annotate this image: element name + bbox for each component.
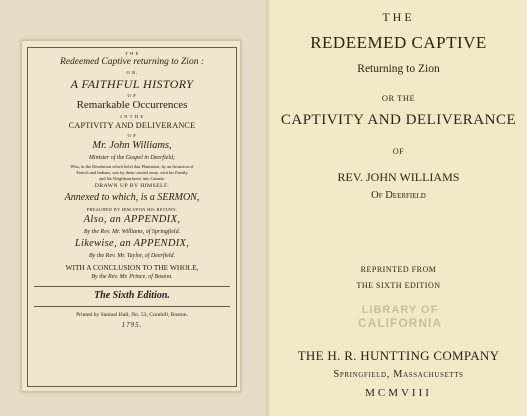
conclusion-line: WITH A CONCLUSION TO THE WHOLE, xyxy=(65,263,199,272)
imprint-line: Printed by Samuel Hall, No. 53, Cornhill, Boston. xyxy=(76,312,188,318)
original-title-leaf xyxy=(21,40,241,392)
publication-year: MCMVIII xyxy=(365,387,432,399)
likewise-by-line: By the Rev. Mr. Taylor, of Deerfield. xyxy=(89,253,175,259)
title-border xyxy=(27,47,237,387)
in-the-line: I N T H E xyxy=(120,114,144,119)
conclusion-by-line: By the Rev. Mr. Prince, of Boston. xyxy=(91,274,173,280)
rule-top xyxy=(34,286,230,287)
of-line-2: O F xyxy=(127,133,137,138)
reprint-captivity: CAPTIVITY AND DELIVERANCE xyxy=(280,112,517,128)
heading-the: T H E xyxy=(124,51,140,56)
title-line: Redeemed Captive returning to Zion : xyxy=(60,57,204,67)
or-line: O R, xyxy=(126,70,138,75)
desc-line-2: French and Indians, was by them carried away, with his Family xyxy=(76,170,188,175)
edition-line: The Sixth Edition. xyxy=(94,290,170,301)
author-line xyxy=(28,140,236,151)
library-stamp xyxy=(344,304,456,338)
also-by-line: By the Rev. Mr. Williams, of Springfield. xyxy=(83,229,181,235)
drawn-up-line: DRAWN UP BY HIMSELF. xyxy=(94,183,170,189)
annexed-line: Annexed to which, is a SERMON, xyxy=(64,192,200,203)
of-line-1: O F xyxy=(127,93,137,98)
remarkable-occurrences: Remarkable Occurrences xyxy=(76,99,188,111)
right-page xyxy=(270,0,527,416)
captivity-line: CAPTIVITY AND DELIVERANCE xyxy=(68,121,196,130)
faithful-history: A FAITHFUL HISTORY xyxy=(70,77,194,91)
sixth-edition: THE SIXTH EDITION xyxy=(356,281,441,290)
reprint-the: THE xyxy=(382,10,415,24)
reprint-of-place: Of Deerfield xyxy=(371,190,426,201)
reprint-or-the: OR THE xyxy=(381,93,416,103)
stamp-line-1: LIBRARY OF xyxy=(361,304,439,316)
reprint-subtitle: Returning to Zion xyxy=(357,63,440,75)
author-name: Mr. John Williams, xyxy=(92,140,172,151)
reprint-author: REV. JOHN WILLIAMS xyxy=(337,170,460,184)
publisher: THE H. R. HUNTTING COMPANY xyxy=(297,348,500,363)
likewise-appendix: Likewise, an APPENDIX, xyxy=(74,238,190,249)
reprinted-from: REPRINTED FROM xyxy=(360,265,437,274)
imprint-year: 1795. xyxy=(121,321,143,329)
minister-line: Minister of the Gospel in Deerfield; xyxy=(88,155,176,161)
stamp-line-2: CALIFORNIA xyxy=(358,316,442,330)
reprint-of: OF xyxy=(392,147,405,156)
desc-line-3: and his Neighbourhood, into Canada. xyxy=(99,176,165,181)
also-appendix: Also, an APPENDIX, xyxy=(83,214,181,225)
preached-line: PREACHED BY HIM UPON HIS RETURN. xyxy=(86,207,178,212)
publisher-place: Springfield, Massachusetts xyxy=(333,369,464,380)
desc-line-1: Who, in the Desolation which befel that Plantation, by an Incursion of xyxy=(70,164,194,169)
reprint-title: REDEEMED CAPTIVE xyxy=(310,33,487,52)
rule-bottom xyxy=(34,306,230,307)
